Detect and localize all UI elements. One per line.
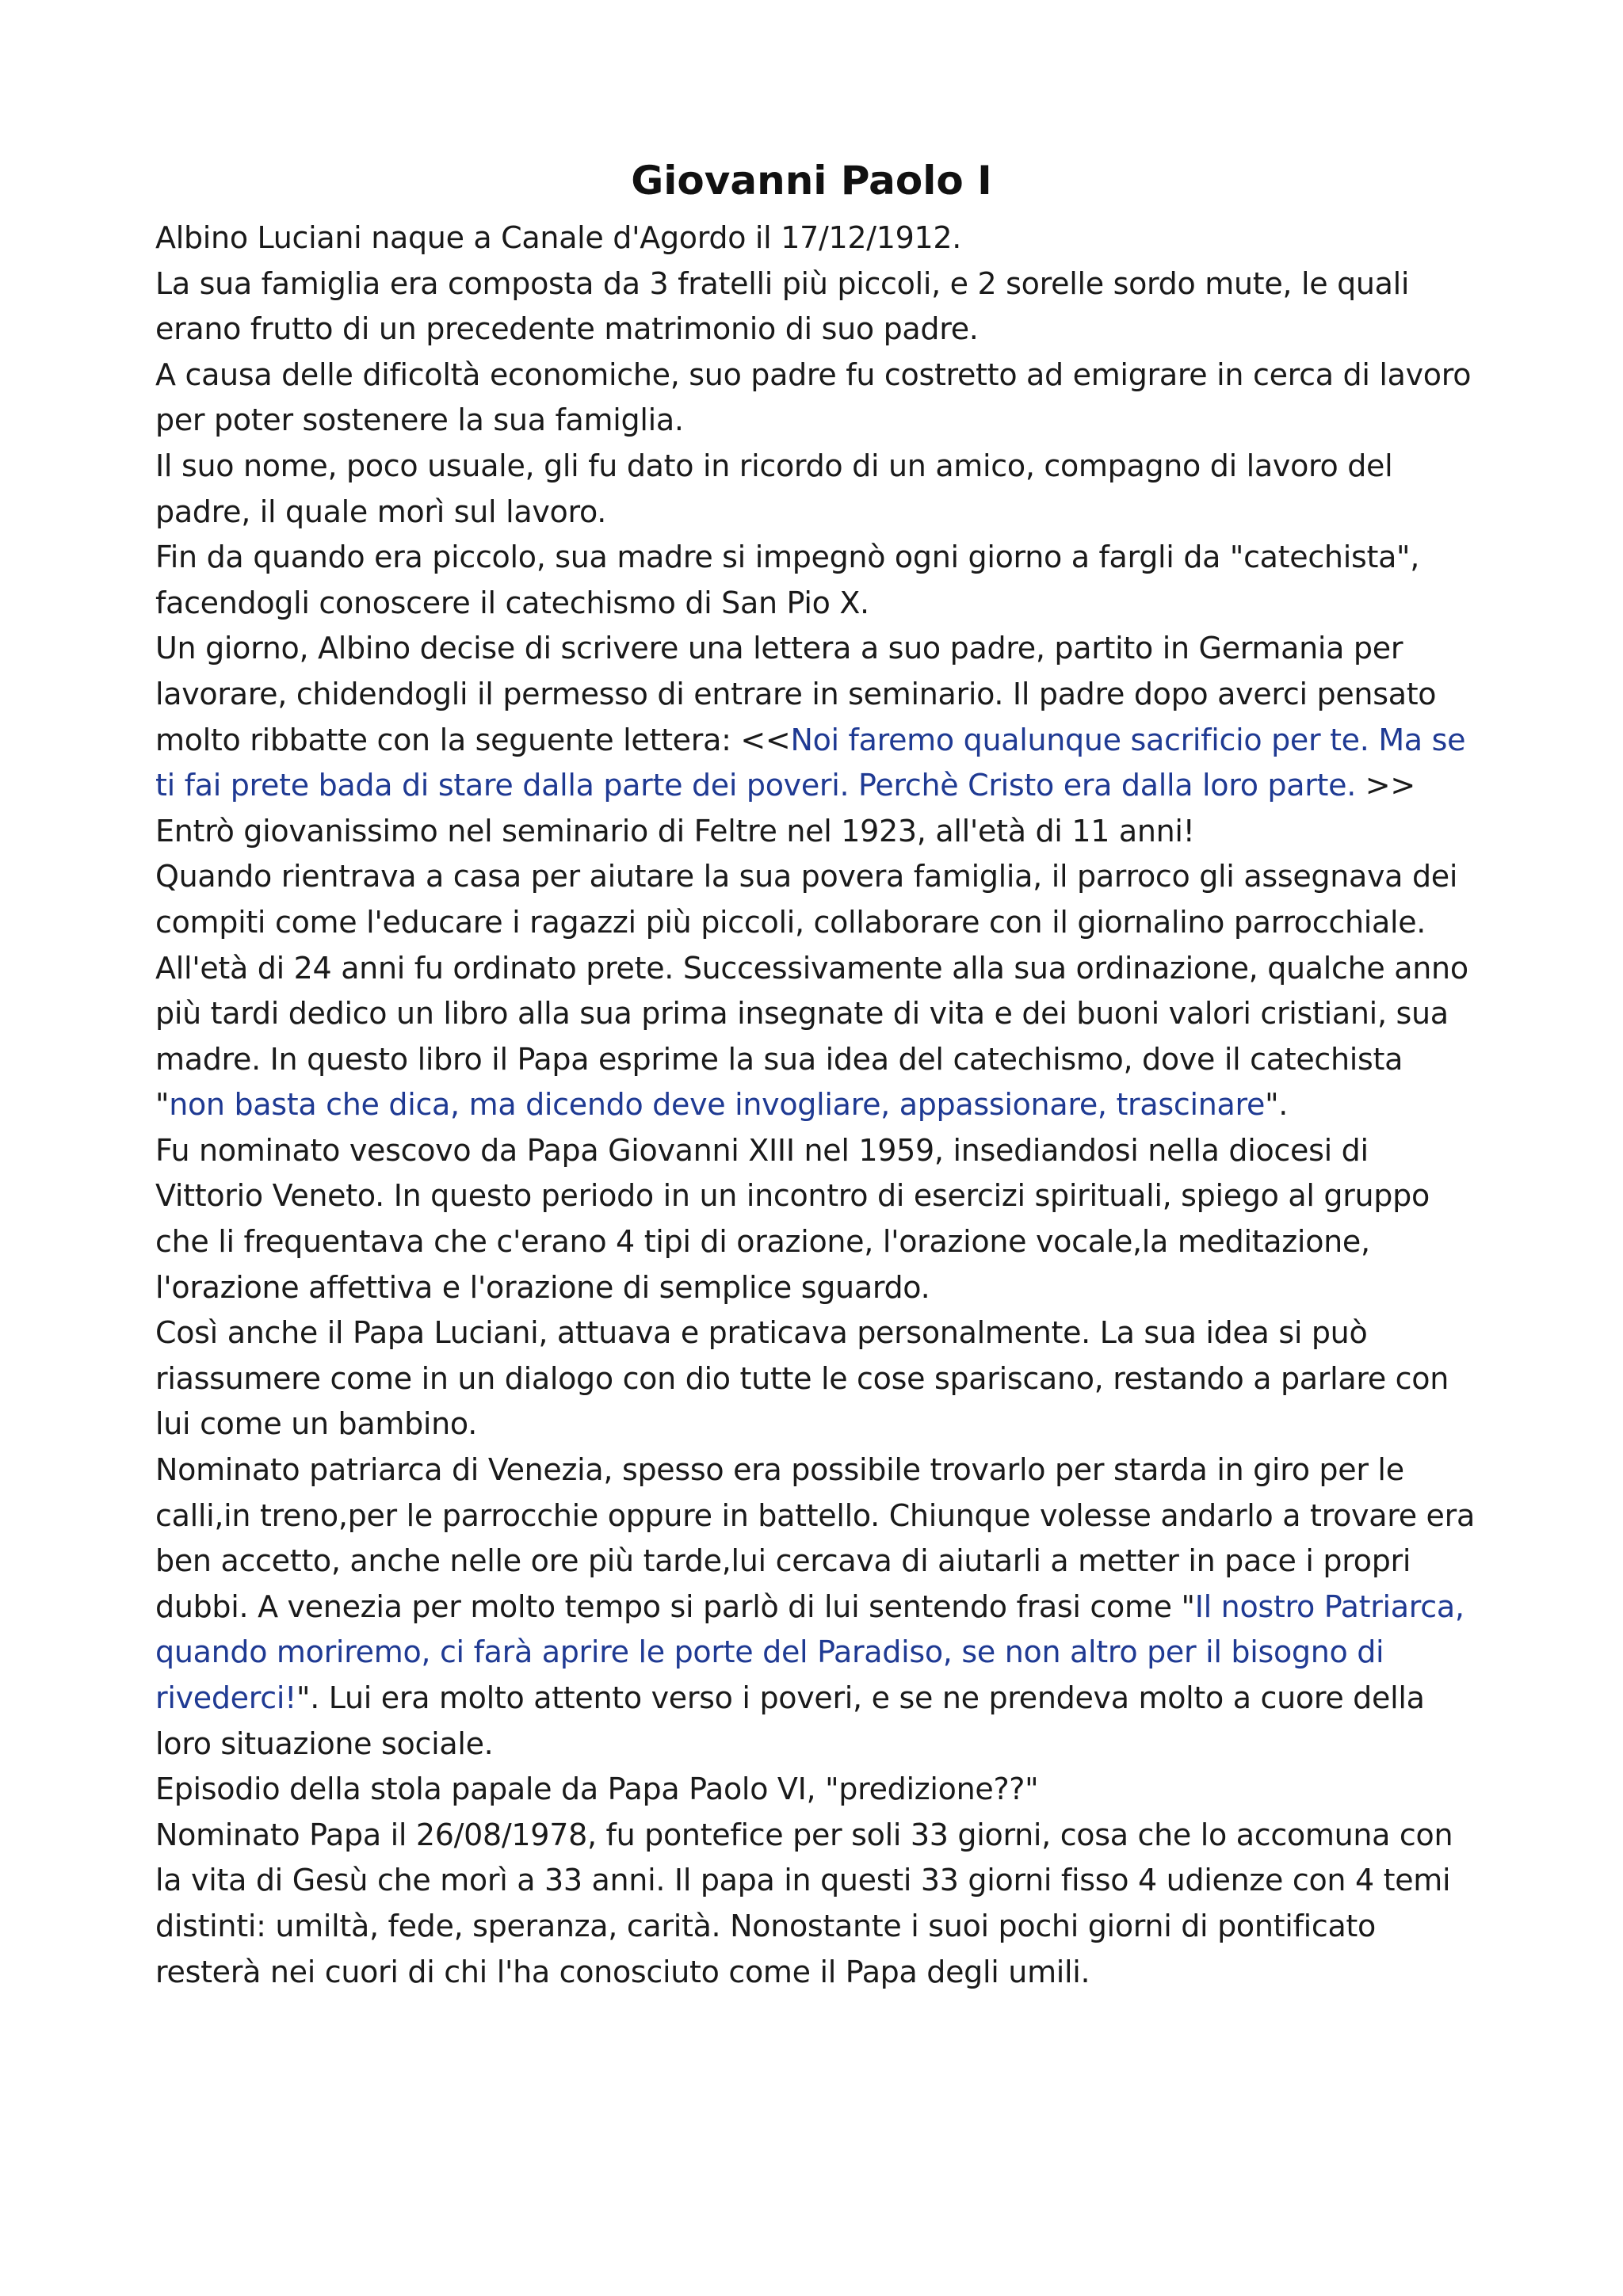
paragraph-text: Il suo nome, poco usuale, gli fu dato in ricordo di un amico, compagno di lavoro del padre, il quale morì sul lavoro. [155,448,1393,529]
paragraph [155,1813,1479,1995]
paragraph [155,946,1479,1128]
paragraph-text: >> [1356,768,1415,803]
paragraph [155,215,1479,261]
paragraph [155,626,1479,808]
paragraph-text: Albino Luciani naque a Canale d'Agordo il 17/12/1912. [155,220,962,255]
quote-text: Noi faremo qualunque sacrificio per te. Ma se ti fai prete bada di stare dalla parte dei poveri. Perchè Cristo era dalla loro parte. [155,722,1466,803]
paragraph-text: La sua famiglia era composta da 3 fratelli più piccoli, e 2 sorelle sordo mute, le quali erano frutto di un precedente matrimonio di suo padre. [155,265,1410,347]
paragraph-text: Così anche il Papa Luciani, attuava e praticava personalmente. La sua idea si può riassumere come in un dialogo con dio tutte le cose spariscano, restando a parlare con lui come un bambino. [155,1315,1449,1442]
paragraph [155,535,1479,626]
paragraph [155,809,1479,855]
paragraph-text: Entrò giovanissimo nel seminario di Feltre nel 1923, all'età di 11 anni! [155,813,1195,849]
paragraph-text: Episodio della stola papale da Papa Paolo VI, "predizione??" [155,1772,1039,1807]
page-title: Giovanni Paolo I [631,158,992,204]
quote-text: Il nostro Patriarca, quando moriremo, ci farà aprire le porte del Paradiso, se non altro per il bisogno di rivederci! [155,1589,1465,1715]
paragraph-text: All'età di 24 anni fu ordinato prete. Successivamente alla sua ordinazione, qualche anno più tardi dedico un libro alla sua prima insegnate di vita e dei buoni valori cristiani, sua madre. In questo libro il Papa esprime la sua idea del catechismo, dove il catechista " [155,950,1468,1123]
paragraph-text: ". Lui era molto attento verso i poveri, e se ne prendeva molto a cuore della loro situazione sociale. [155,1680,1425,1761]
document-body [155,215,1479,1995]
paragraph-text: A causa delle dificoltà economiche, suo padre fu costretto ad emigrare in cerca di lavoro per poter sostenere la sua famiglia. [155,357,1472,438]
paragraph-text: Fu nominato vescovo da Papa Giovanni XIII nel 1959, insediandosi nella diocesi di Vittorio Veneto. In questo periodo in un incontro di esercizi spirituali, spiego al gruppo che li frequentava che c'erano 4 tipi di orazione, l'orazione vocale,la meditazione, l'orazione affettiva e l'orazione di semplice sguardo. [155,1132,1430,1305]
paragraph [155,854,1479,945]
paragraph-text: Quando rientrava a casa per aiutare la sua povera famiglia, il parroco gli assegnava dei compiti come l'educare i ragazzi più piccoli, collaborare con il giornalino parrocchiale. [155,859,1458,940]
paragraph [155,353,1479,444]
paragraph [155,444,1479,535]
paragraph-text: ". [1265,1087,1289,1123]
paragraph [155,1447,1479,1767]
paragraph [155,1767,1479,1813]
paragraph-text: Nominato patriarca di Venezia, spesso era possibile trovarlo per starda in giro per le calli,in treno,per le parrocchie oppure in battello. Chiunque volesse andarlo a trovare era ben accetto, anche nelle ore più tarde,lui cercava di aiutarli a metter in pace i propri dubbi. A venezia per molto tempo si parlò di lui sentendo frasi come " [155,1452,1475,1624]
paragraph [155,1128,1479,1310]
quote-text: non basta che dica, ma dicendo deve invogliare, appassionare, trascinare [169,1087,1266,1123]
paragraph-text: Un giorno, Albino decise di scrivere una lettera a suo padre, partito in Germania per lavorare, chidendogli il permesso di entrare in seminario. Il padre dopo averci pensato molto ribbatte con la seguente lettera: << [155,631,1437,757]
paragraph-text: Nominato Papa il 26/08/1978, fu pontefice per soli 33 giorni, cosa che lo accomuna con la vita di Gesù che morì a 33 anni. Il papa in questi 33 giorni fisso 4 udienze con 4 temi distinti: umiltà, fede, speranza, carità. Nonostante i suoi pochi giorni di pontificato resterà nei cuori di chi l'ha conosciuto come il Papa degli umili. [155,1817,1453,1989]
paragraph-text: Fin da quando era piccolo, sua madre si impegnò ogni giorno a fargli da "catechista", facendogli conoscere il catechismo di San Pio X. [155,540,1420,620]
paragraph [155,261,1479,353]
paragraph [155,1310,1479,1447]
